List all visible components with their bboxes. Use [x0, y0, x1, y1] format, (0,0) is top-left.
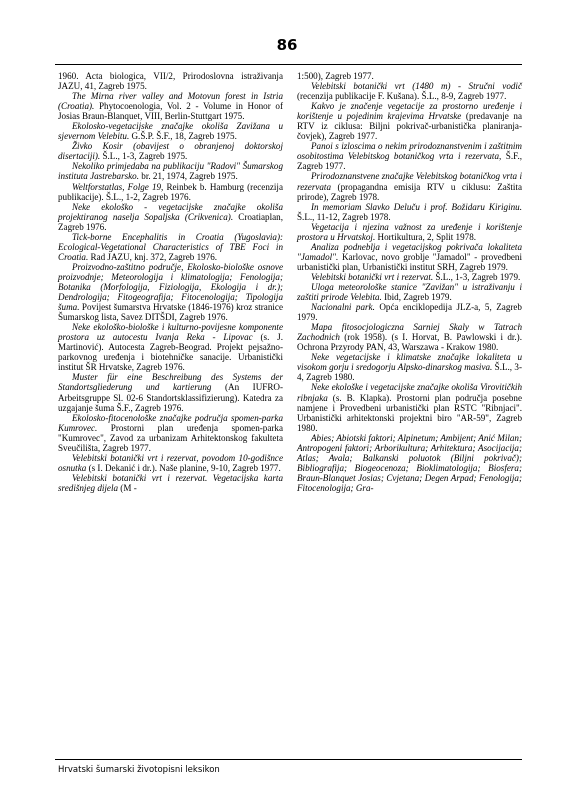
bibliography-entry — [297, 322, 522, 352]
bibliography-entry — [58, 372, 283, 412]
entry-title: Velebitski botanički vrt (1480 m) - Stručni vodič — [311, 81, 522, 92]
entry-details: Rad JAZU, knj. 372, Zagreb 1976. — [88, 251, 218, 262]
entry-details: G.Š.P. Š.F., 18, Zagreb 1975. — [129, 131, 237, 142]
entry-title: Živko Kosir (obavijest o obranjenoj doktorskoj disertaciji). — [58, 141, 283, 162]
entry-title: In memoriam Slavko Deluču i prof. Božidaru Kiriginu. — [311, 201, 522, 212]
entry-details: Reinbek b. Hamburg (recenzija publikacije). Š.L., 1-2, Zagreb 1976. — [58, 181, 283, 202]
entry-details: Š.L., 3-4, Zagreb 1980. — [297, 362, 522, 383]
entry-details: Opća enciklopedija JLZ-a, 5, Zagreb 1979. — [297, 302, 522, 323]
entry-details: (propagandna emisija RTV u ciklusu: Zaštita prirode), Zagreb 1978. — [297, 181, 522, 202]
entry-details: Ibid, Zagreb 1979. — [381, 292, 452, 303]
entry-title: Mapa fitosocjologiczna Sarniej Skaly w Tatrach Zachodnich — [297, 322, 522, 343]
bibliography-entry — [58, 202, 283, 232]
entry-title: Vegetacija i njezina važnost za uređenje i korištenje prostora u Hrvatskoj. — [297, 221, 522, 242]
bibliography-entry — [58, 161, 283, 181]
entry-details: (recenzija publikacije F. Kušana). Š.L., 8-9, Zagreb 1977. — [297, 91, 507, 102]
entry-title: Abies; Abiotski faktori; Alpinetum; Ambijent; Anić Milan; Antropogeni faktori; Arborikultura; Arhitektura; Asocijacija; Atlas; Avala; Balkanski poluotok (Biljni pokrivač); Bibliografija; Biogeocenoza; Bioklimatologija; Biosfera; Braun-Blanquet Josias; Cvjetana; Degen Arpad; Fenologija; Fitocenologija; Gra- — [297, 432, 522, 493]
entry-title: Prirodoznanstvene značajke Velebitskog botaničkog vrta i rezervata — [297, 171, 522, 192]
bibliography-entry — [297, 222, 522, 242]
entry-title: Analiza podneblja i vegetacijskog pokrivača lokaliteta "Jamadol". — [297, 241, 522, 262]
bibliography-entry — [297, 202, 522, 222]
bibliography-entry — [58, 121, 283, 141]
page-number: 86 — [276, 36, 298, 54]
entry-details: 1960. Acta biologica, VII/2, Prirodoslovna istraživanja JAZU, 41, Zagreb 1975. — [58, 71, 283, 92]
entry-title: Velebitski botanički vrt i rezervat. — [311, 271, 434, 282]
entry-title: Kakvo je značenje vegetacije za prostorno uređenje i korištenje u pojedinim krajevima Hrvatske — [297, 101, 522, 122]
entry-details: Croatiaplan, Zagreb 1976. — [58, 211, 283, 232]
entry-details: Prostorni plan uređenja spomen-parka "Kumrovec", Zavod za urbanizam Arhitektonskog fakulteta Sveučilišta, Zagreb 1977. — [58, 422, 283, 453]
entry-details: Š.L., 11-12, Zagreb 1978. — [297, 211, 391, 222]
entry-title: Neke vegetacijske i klimatske značajke lokaliteta u visokom gorju i sredogorju Alpsko-dinarskog masiva. — [297, 352, 522, 373]
entry-title: Muster für eine Beschreibung des Systems der Standortsgliederung und kartierung — [58, 372, 283, 393]
entry-details: (rok 1958). (s I. Horvat, B. Pawlowski i dr.). Ochrona Przyrody PAN, 43, Warszawa - Krakow 1980. — [297, 332, 522, 353]
entry-title: Proizvodno-zaštitno područje, Ekolosko-biološke osnove proizvodnje; Meteorologija i klimatologija; Fenologija; Botanika (Morfologija, Fiziologija, Ekologija i dr.); Dendrologija; Fitogeografija; Fitocenologija; Tipologija šuma. — [58, 261, 283, 313]
bibliography-entry — [297, 382, 522, 432]
entry-details: (s. J. Martinović). Autocesta Zagreb-Beograd. Projekt pejsažno-parkovnog uređenja i biotehničke sanacije. Urbanistički institut ŠR Hrvatske, Zagreb 1976. — [58, 332, 283, 373]
entry-details: (predavanje na RTV iz ciklusa: Biljni pokrivač-urbanistička planiranja-čovjek), Zagreb 1977. — [297, 111, 523, 142]
footer-rule — [55, 759, 522, 760]
entry-details: Phytocoenologia, Vol. 2 - Volume in Honor of Josias Braun-Blanquet, VIII, Berlin-Stuttgart 1975. — [58, 101, 283, 122]
entry-title: Ekolosko-fitocenološke značajke područja spomen-parka Kumrovec. — [58, 412, 283, 433]
entry-details: Š.L., 1-3, Zagreb 1979. — [433, 271, 521, 282]
entry-details: (M - — [118, 482, 137, 493]
entry-details: (s. B. Klapka). Prostorni plan područja posebne namjene i Provedbeni urbanistički plan RSTC "Ribnjaci". Urbanistički arhitektonski projektni biro "AR-59", Zagreb 1980. — [297, 392, 522, 433]
right-column — [297, 71, 522, 493]
left-column — [58, 71, 283, 493]
bibliography-entry — [297, 81, 522, 101]
entry-title: Ekolosko-vegetacijske značajke okoliša Zavižana u sjevernom Velebitu. — [58, 121, 283, 142]
bibliography-entry — [58, 413, 283, 453]
entry-details: 1:500), Zagreb 1977. — [297, 71, 374, 81]
entry-title: Weltforstatlas, Folge 19, — [72, 181, 164, 192]
entry-details: Hortikultura, 2, Split 1978. — [375, 231, 477, 242]
entry-details: Š.L., 1-3, Zagreb 1975. — [100, 151, 188, 162]
entry-details: br. 21, 1974, Zagreb 1975. — [139, 171, 238, 182]
bibliography-entry — [58, 141, 283, 161]
entry-details: (An IUFRO-Arbeitsgruppe Sl. 02-6 Standortsklassifizierung). Katedra za uzgajanje šuma Š.F., Zagreb 1976. — [58, 382, 283, 413]
entry-title: Tick-borne Encephalitis in Croatia (Yugoslavia): Ecological-Vegetational Characteristics of TBE Foci in Croatia. — [58, 231, 283, 262]
bibliography-entry — [58, 322, 283, 372]
bibliography-entry — [58, 71, 283, 91]
bibliography-entry — [58, 473, 283, 493]
bibliography-entry — [297, 302, 522, 322]
bibliography-entry — [58, 453, 283, 473]
bibliography-entry — [297, 272, 522, 282]
bibliography-entry — [58, 232, 283, 262]
header-rule — [55, 64, 522, 65]
entry-title: The Mirna river valley and Motovun forest in Istria (Croatia). — [58, 91, 283, 112]
bibliography-entry — [297, 242, 522, 272]
entry-title: Neke ekološko - vegetacijske značajke okoliša projektiranog naselja Sopaljska (Crikvenica). — [58, 201, 283, 222]
footer-text: Hrvatski šumarski životopisni leksikon — [58, 765, 220, 775]
entry-details: Povijest šumarstva Hrvatske (1846-1976) kroz stranice Šumarskog lista, Savez DITŠDI, Zagreb 1976. — [58, 302, 283, 323]
bibliography-entry — [58, 262, 283, 322]
bibliography-entry — [297, 101, 522, 141]
bibliography-entry — [297, 141, 522, 171]
entry-title: Velebitski botanički vrt i rezervat, povodom 10-godišnce osnutka — [58, 452, 283, 473]
entry-title: Neke ekološke i vegetacijske značajke okoliša Virovitičkih ribnjaka — [297, 382, 522, 403]
entry-title: Neke ekološko-biološke i kulturno-povijesne komponente prostora uz autocestu Ivanja Reka - Lipovac — [58, 322, 283, 343]
entry-title: Nekoliko primjedaba na publikaciju "Radovi" Šumarskog instituta Jastrebarsko. — [58, 161, 283, 182]
entry-title: Nacionalni park. — [311, 302, 375, 313]
bibliography-entry — [297, 71, 522, 81]
entry-title: Velebitski botanički vrt i rezervat. Vegetacijska karta središnjeg dijela — [58, 472, 283, 493]
entry-details: Karlovac, novo groblje "Jamadol" - provedbeni urbanistički plan, Urbanistički institut SRH, Zagreb 1979. — [297, 251, 522, 272]
bibliography-entry — [297, 352, 522, 382]
bibliography-entry — [58, 182, 283, 202]
entry-details: (s I. Dekanić i dr.). Naše planine, 9-10, Zagreb 1977. — [86, 462, 281, 473]
bibliography-entry — [297, 433, 522, 493]
bibliography-entry — [297, 171, 522, 201]
entry-title: Uloga meteorološke stanice "Zavižan" u istraživanju i zaštiti prirode Velebita. — [297, 281, 522, 303]
bibliography-entry — [297, 282, 522, 302]
entry-title: Panoi s izloscima o nekim prirodoznanstvenim i zaštitnim osobitostima Velebitskog botaničkog vrta i rezervata, — [297, 141, 522, 162]
bibliography-entry — [58, 91, 283, 121]
entry-details: Š.F., Zagreb 1977. — [297, 151, 522, 172]
